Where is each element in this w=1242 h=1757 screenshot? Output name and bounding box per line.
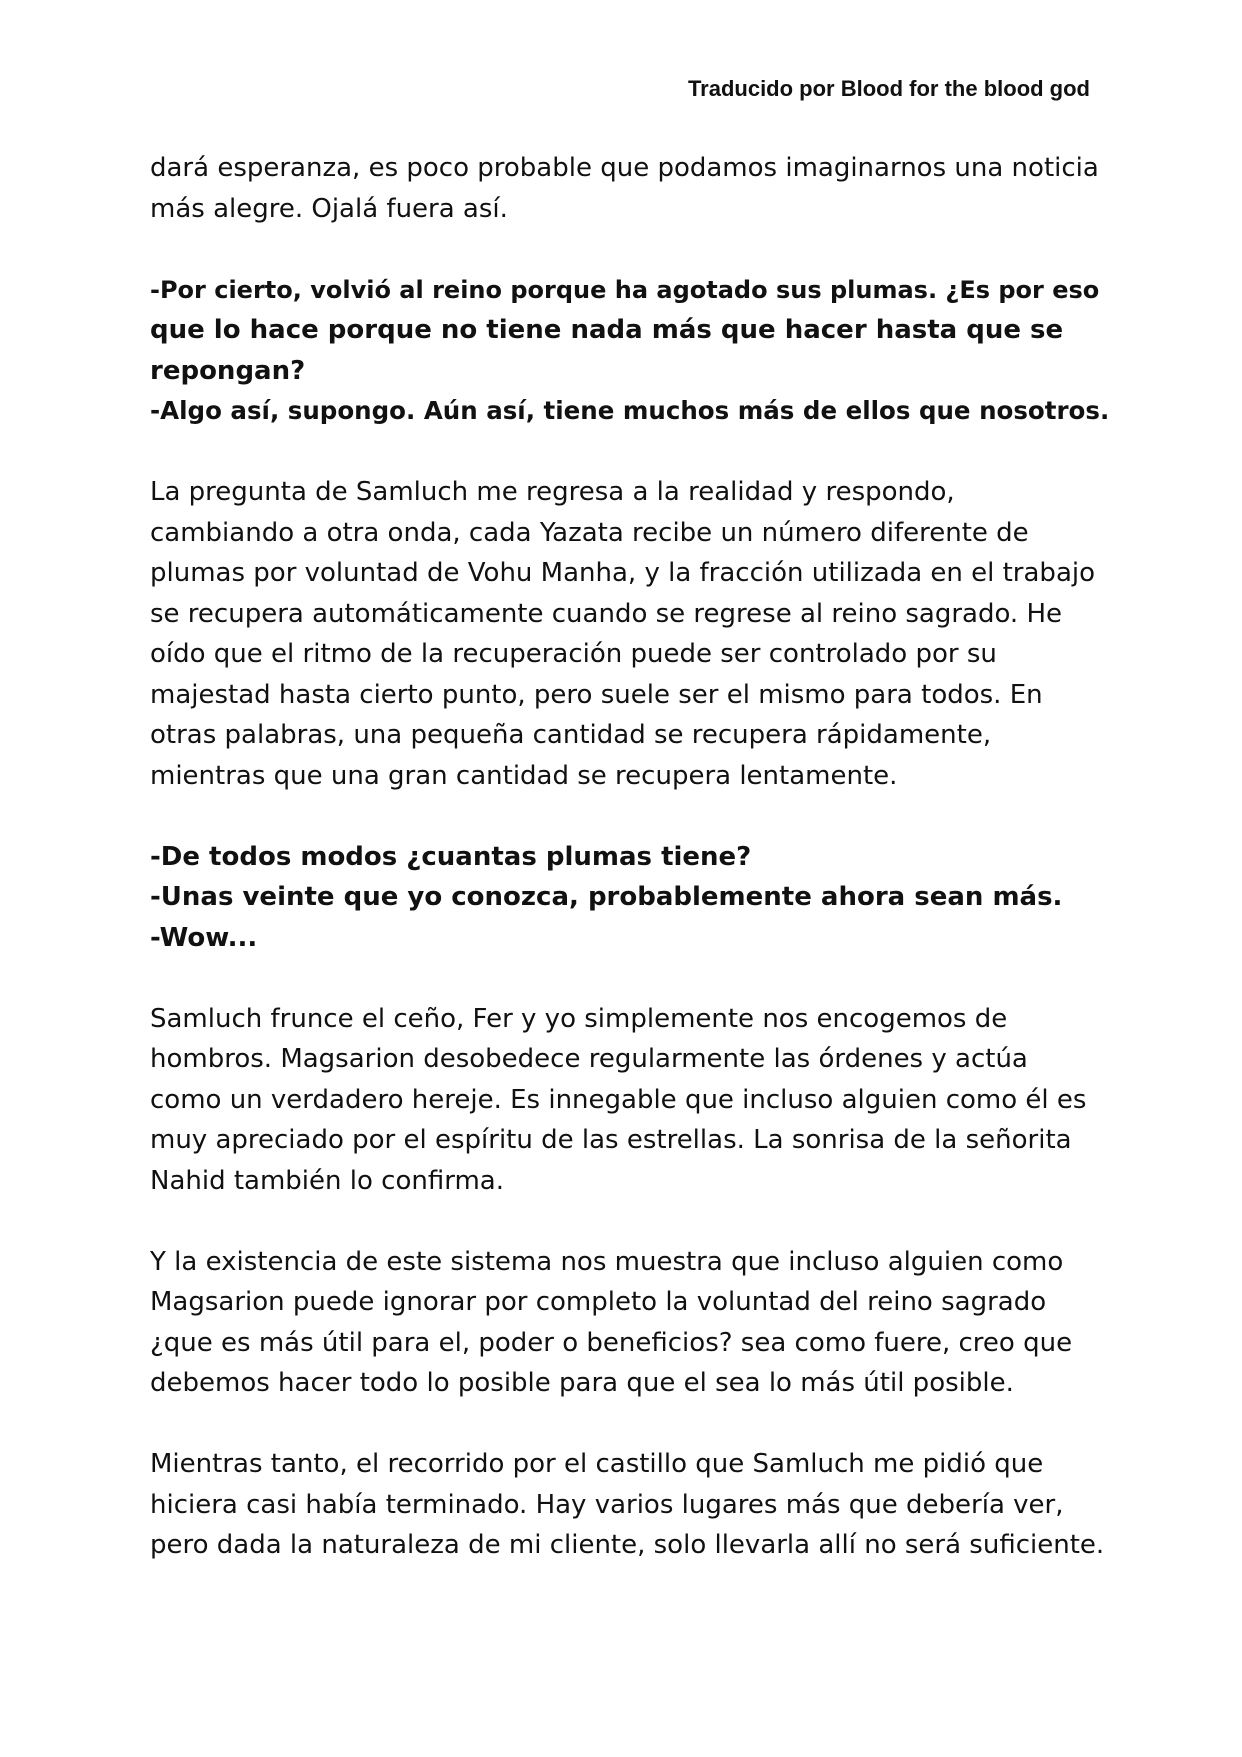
narration-paragraph bbox=[150, 1444, 1105, 1566]
narration-paragraph bbox=[150, 999, 1100, 1202]
text-line: La pregunta de Samluch me regresa a la realidad y respondo, bbox=[150, 477, 955, 507]
text-line: dará esperanza, es poco probable que podamos imaginarnos una noticia bbox=[150, 153, 1099, 183]
text-line: -De todos modos ¿cuantas plumas tiene? bbox=[150, 841, 752, 872]
text-line: ¿que es más útil para el, poder o beneficios? sea como fuere, creo que bbox=[150, 1327, 1073, 1358]
text-line: -Algo así, supongo. Aún así, tiene muchos más de ellos que nosotros. bbox=[150, 396, 1110, 425]
text-body bbox=[150, 148, 1110, 1606]
text-line: Samluch frunce el ceño, Fer y yo simplemente nos encogemos de bbox=[150, 1003, 1008, 1034]
text-line: -Unas veinte que yo conozca, probablemente ahora sean más. bbox=[150, 882, 1063, 912]
text-line: cambiando a otra onda, cada Yazata recibe un número diferente de bbox=[150, 517, 1029, 548]
text-line: majestad hasta cierto punto, pero suele ser el mismo para todos. En bbox=[150, 679, 1043, 710]
text-line: Y la existencia de este sistema nos muestra que incluso alguien como bbox=[150, 1246, 1064, 1277]
text-line: -Por cierto, volvió al reino porque ha agotado sus plumas. ¿Es por eso bbox=[150, 275, 1100, 304]
text-line: que lo hace porque no tiene nada más que hacer hasta que se bbox=[150, 315, 1064, 345]
narration-paragraph bbox=[150, 1242, 1100, 1404]
text-line: más alegre. Ojalá fuera así. bbox=[150, 193, 508, 224]
text-line: repongan? bbox=[150, 355, 306, 386]
text-line: otras palabras, una pequeña cantidad se recupera rápidamente, bbox=[150, 720, 992, 750]
text-line: hiciera casi había terminado. Hay varios lugares más que debería ver, bbox=[150, 1489, 1064, 1520]
text-line: como un verdadero hereje. Es innegable que incluso alguien como él es bbox=[150, 1084, 1087, 1115]
text-line: muy apreciado por el espíritu de las estrellas. La sonrisa de la señorita bbox=[150, 1125, 1072, 1155]
text-line: Mientras tanto, el recorrido por el castillo que Samluch me pidió que bbox=[150, 1449, 1044, 1479]
narration-paragraph bbox=[150, 472, 1100, 796]
narration-paragraph bbox=[150, 148, 1100, 229]
text-line: pero dada la naturaleza de mi cliente, solo llevarla allí no será suficiente. bbox=[150, 1530, 1105, 1560]
translator-credit: Traducido por Blood for the blood god bbox=[687, 76, 1090, 101]
text-line: se recupera automáticamente cuando se regrese al reino sagrado. He bbox=[150, 598, 1063, 629]
dialogue-paragraph bbox=[150, 270, 1110, 432]
text-line: Nahid también lo confirma. bbox=[150, 1165, 504, 1196]
text-line: hombros. Magsarion desobedece regularmente las órdenes y actúa bbox=[150, 1044, 1028, 1074]
text-line: plumas por voluntad de Vohu Manha, y la fracción utilizada en el trabajo bbox=[150, 558, 1096, 588]
text-line: mientras que una gran cantidad se recupera lentamente. bbox=[150, 760, 898, 791]
text-line: Magsarion puede ignorar por completo la voluntad del reino sagrado bbox=[150, 1287, 1047, 1317]
text-line: oído que el ritmo de la recuperación puede ser controlado por su bbox=[150, 639, 997, 669]
dialogue-paragraph bbox=[150, 837, 1100, 959]
text-line: -Wow... bbox=[150, 922, 258, 953]
text-line: debemos hacer todo lo posible para que el sea lo más útil posible. bbox=[150, 1368, 1014, 1398]
